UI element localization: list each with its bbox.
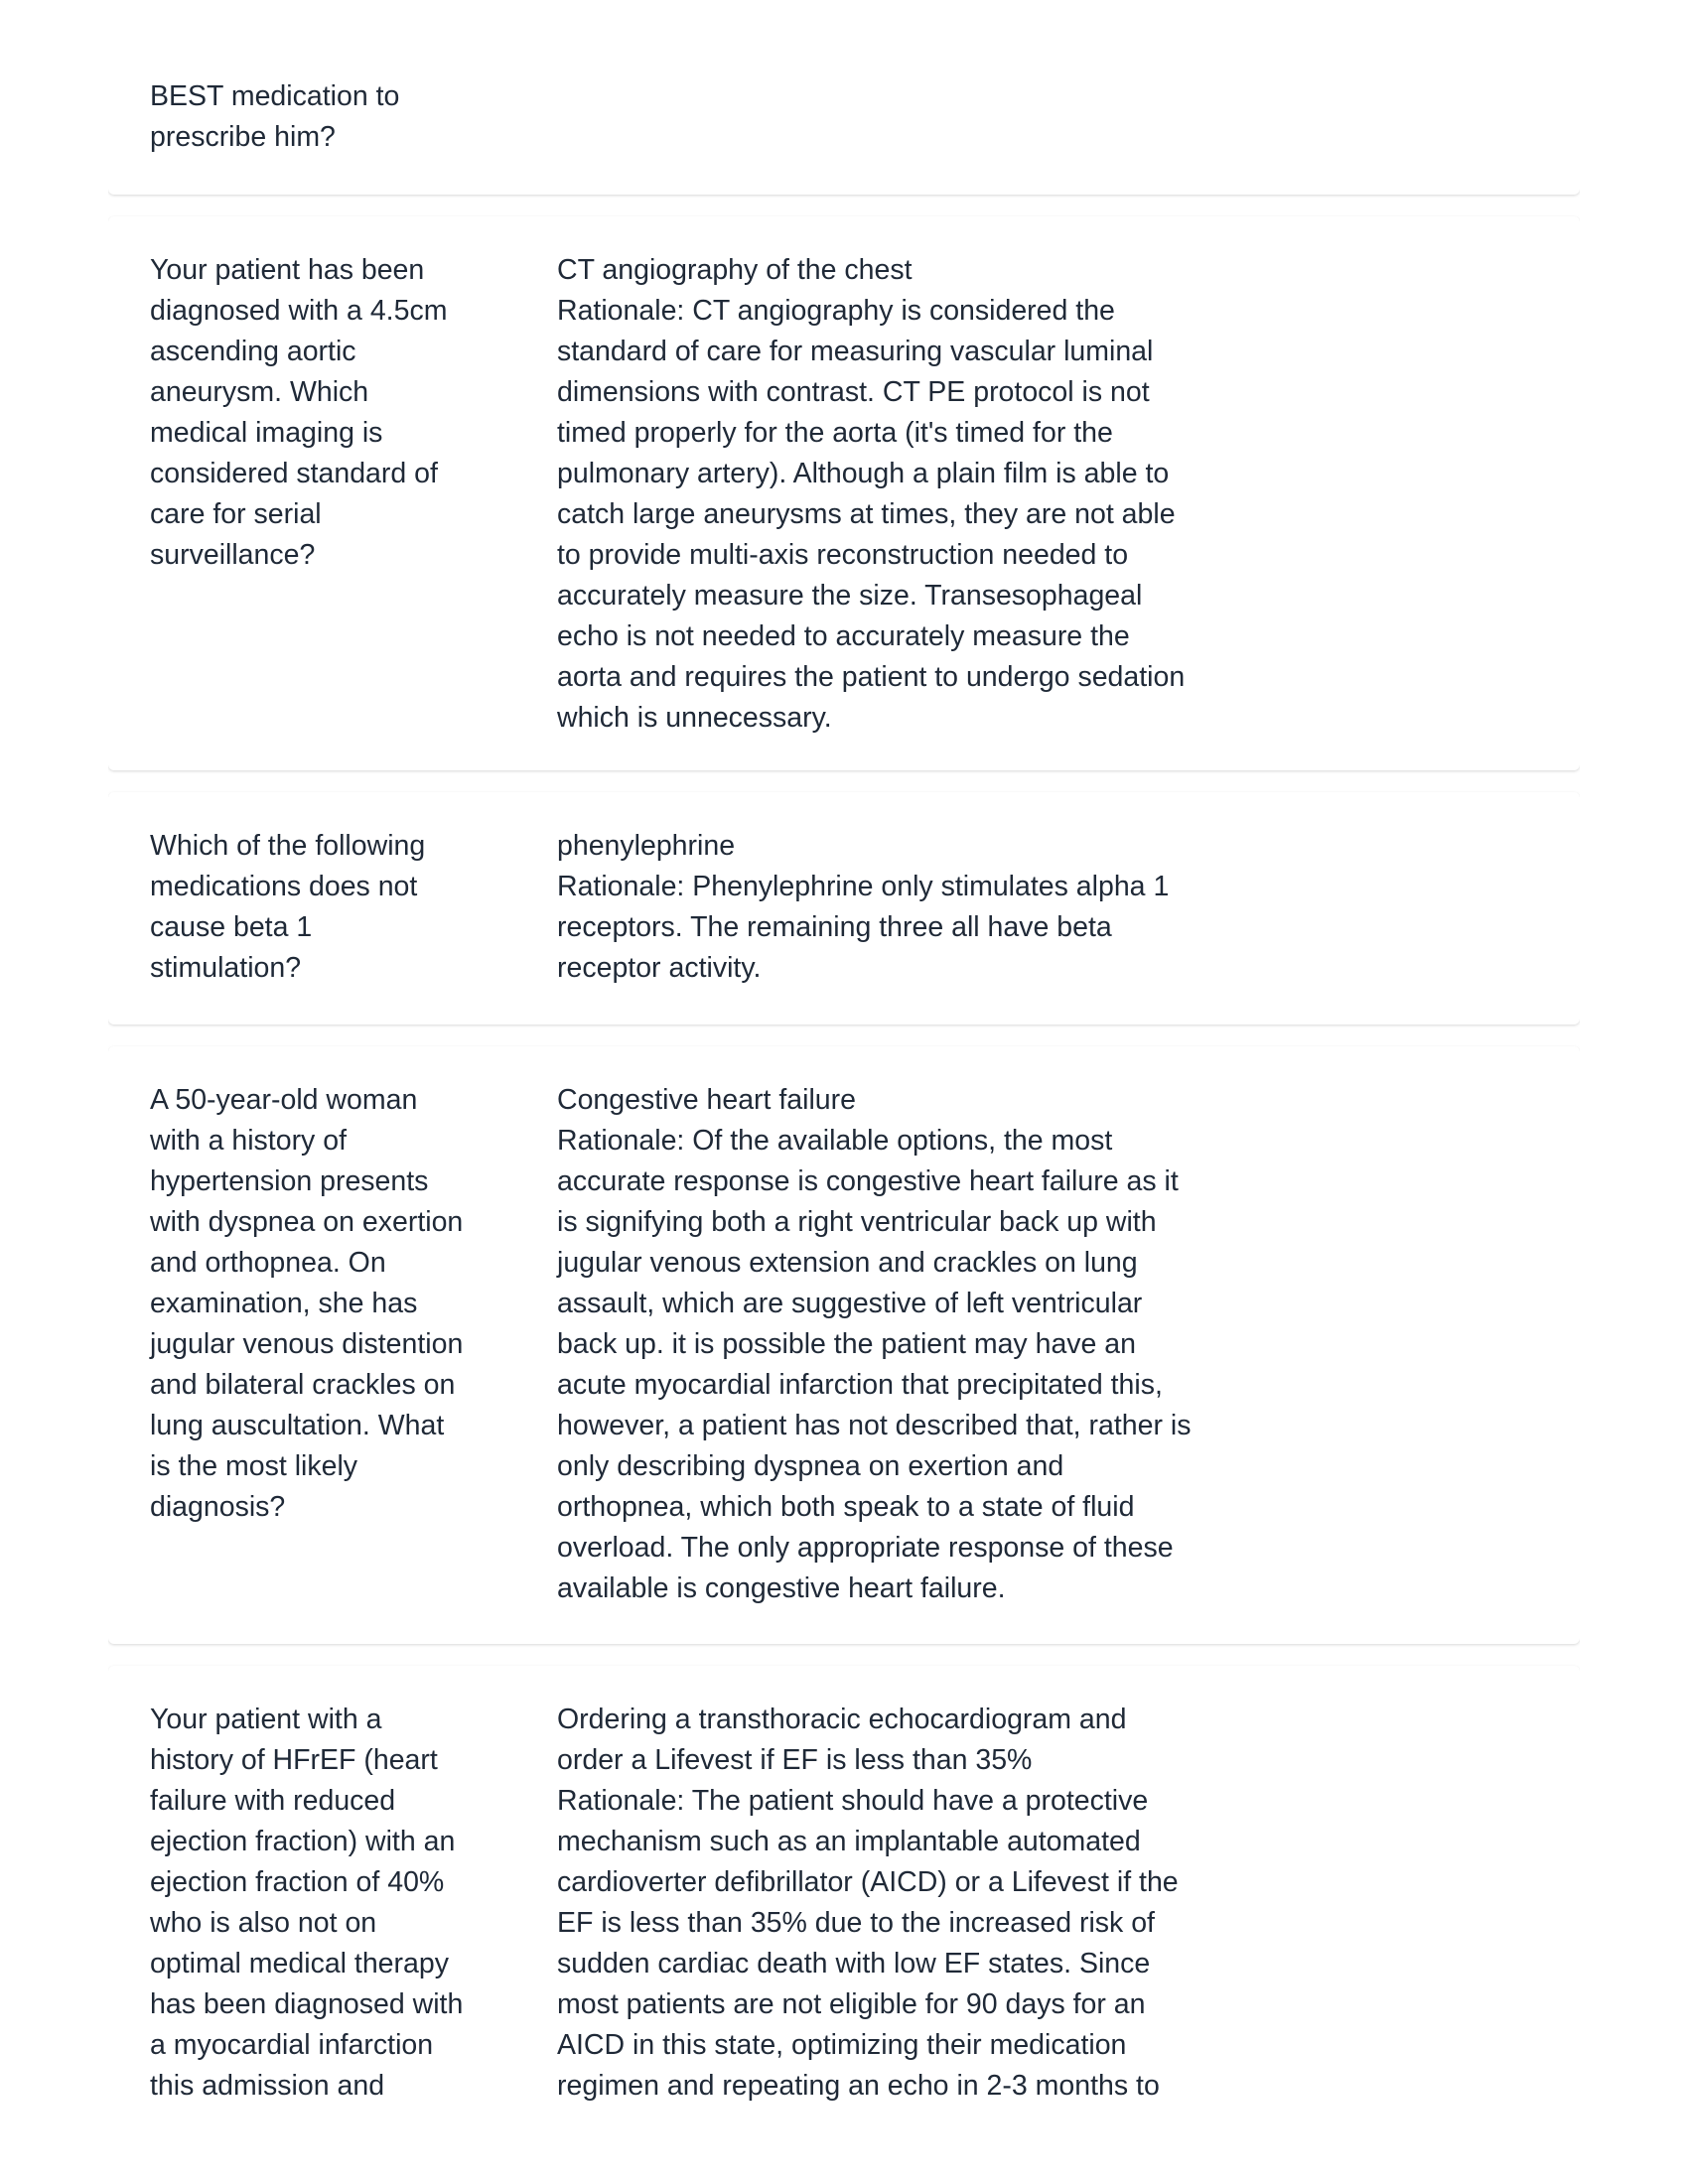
term-line: failure with reduced (150, 1785, 396, 1817)
term-line: cause beta 1 (150, 911, 313, 943)
term-line: surveillance? (150, 539, 316, 571)
definition-line: order a Lifevest if EF is less than 35% (557, 1744, 1033, 1776)
flashcard-2 (108, 216, 1580, 770)
flashcard-list (108, 0, 1580, 2107)
definition-line: pulmonary artery). Although a plain film is able to (557, 458, 1170, 489)
flashcard-term (150, 1080, 488, 1528)
flashcard-term (150, 250, 488, 576)
term-line: Which of the following (150, 830, 426, 862)
term-line: and orthopnea. On (150, 1247, 386, 1279)
definition-line: jugular venous extension and crackles on lung (557, 1247, 1138, 1279)
definition-line: sudden cardiac death with low EF states. Since (557, 1948, 1151, 1979)
term-line: medical imaging is (150, 417, 383, 449)
definition-line: accurately measure the size. Transesophageal (557, 580, 1143, 612)
term-line: this admission and (150, 2070, 385, 2102)
flashcard-term (150, 1700, 488, 2107)
term-line: and bilateral crackles on (150, 1369, 456, 1401)
definition-line: back up. it is possible the patient may have an (557, 1328, 1137, 1360)
definition-line: Rationale: Of the available options, the most (557, 1125, 1113, 1157)
definition-line: overload. The only appropriate response of these (557, 1532, 1174, 1564)
definition-line: Congestive heart failure (557, 1084, 857, 1116)
term-line: is the most likely (150, 1450, 358, 1482)
definition-line: Rationale: Phenylephrine only stimulates alpha 1 (557, 871, 1170, 902)
definition-line: AICD in this state, optimizing their medication (557, 2029, 1127, 2061)
flashcard-definition (557, 826, 1232, 989)
definition-line: Rationale: CT angiography is considered the (557, 295, 1115, 327)
term-line: diagnosed with a 4.5cm (150, 295, 448, 327)
term-line: care for serial (150, 498, 322, 530)
definition-line: standard of care for measuring vascular luminal (557, 336, 1154, 367)
term-line: with dyspnea on exertion (150, 1206, 464, 1238)
term-line: with a history of (150, 1125, 347, 1157)
flashcard-term (150, 826, 488, 989)
definition-line: accurate response is congestive heart failure as it (557, 1165, 1179, 1197)
term-line: prescribe him? (150, 121, 336, 153)
definition-line: is signifying both a right ventricular back up with (557, 1206, 1157, 1238)
term-line: jugular venous distention (150, 1328, 464, 1360)
definition-line: receptors. The remaining three all have beta (557, 911, 1112, 943)
term-line: ejection fraction) with an (150, 1826, 456, 1857)
definition-line: Ordering a transthoracic echocardiogram and (557, 1704, 1127, 1735)
flashcard-4 (108, 1046, 1580, 1644)
term-line: a myocardial infarction (150, 2029, 434, 2061)
term-line: considered standard of (150, 458, 438, 489)
term-line: aneurysm. Which (150, 376, 369, 408)
flashcard-definition (557, 250, 1232, 739)
definition-line: CT angiography of the chest (557, 254, 913, 286)
term-line: Your patient with a (150, 1704, 382, 1735)
definition-line: mechanism such as an implantable automated (557, 1826, 1141, 1857)
definition-line: most patients are not eligible for 90 days for an (557, 1988, 1146, 2020)
term-line: examination, she has (150, 1288, 418, 1319)
definition-line: orthopnea, which both speak to a state of fluid (557, 1491, 1135, 1523)
definition-line: phenylephrine (557, 830, 736, 862)
definition-line: echo is not needed to accurately measure the (557, 620, 1130, 652)
definition-line: cardioverter defibrillator (AICD) or a Lifevest if the (557, 1866, 1179, 1898)
flashcard-definition (557, 1700, 1232, 2107)
definition-line: aorta and requires the patient to undergo sedation (557, 661, 1186, 693)
term-line: diagnosis? (150, 1491, 286, 1523)
definition-line: timed properly for the aorta (it's timed for the (557, 417, 1113, 449)
term-line: optimal medical therapy (150, 1948, 449, 1979)
term-line: ejection fraction of 40% (150, 1866, 445, 1898)
term-line: history of HFrEF (heart (150, 1744, 438, 1776)
term-line: stimulation? (150, 952, 302, 984)
term-line: has been diagnosed with (150, 1988, 464, 2020)
definition-line: receptor activity. (557, 952, 762, 984)
flashcard-1 (108, 0, 1580, 195)
definition-line: assault, which are suggestive of left ventricular (557, 1288, 1143, 1319)
term-line: ascending aortic (150, 336, 356, 367)
term-line: medications does not (150, 871, 418, 902)
flashcard-5 (108, 1666, 1580, 2107)
definition-line: only describing dyspnea on exertion and (557, 1450, 1064, 1482)
definition-line: acute myocardial infarction that precipitated this, (557, 1369, 1163, 1401)
definition-line: catch large aneurysms at times, they are not able (557, 498, 1176, 530)
term-line: who is also not on (150, 1907, 377, 1939)
term-line: A 50-year-old woman (150, 1084, 418, 1116)
term-line: BEST medication to (150, 80, 400, 112)
definition-line: however, a patient has not described that, rather is (557, 1410, 1192, 1441)
definition-line: available is congestive heart failure. (557, 1572, 1006, 1604)
term-line: hypertension presents (150, 1165, 429, 1197)
flashcard-3 (108, 792, 1580, 1024)
definition-line: dimensions with contrast. CT PE protocol is not (557, 376, 1150, 408)
definition-line: to provide multi-axis reconstruction needed to (557, 539, 1129, 571)
flashcard-term (150, 76, 488, 158)
flashcard-definition (557, 1080, 1232, 1609)
term-line: lung auscultation. What (150, 1410, 445, 1441)
definition-line: EF is less than 35% due to the increased risk of (557, 1907, 1155, 1939)
definition-line: which is unnecessary. (557, 702, 832, 734)
definition-line: regimen and repeating an echo in 2-3 months to (557, 2070, 1160, 2102)
definition-line: Rationale: The patient should have a protective (557, 1785, 1149, 1817)
term-line: Your patient has been (150, 254, 425, 286)
